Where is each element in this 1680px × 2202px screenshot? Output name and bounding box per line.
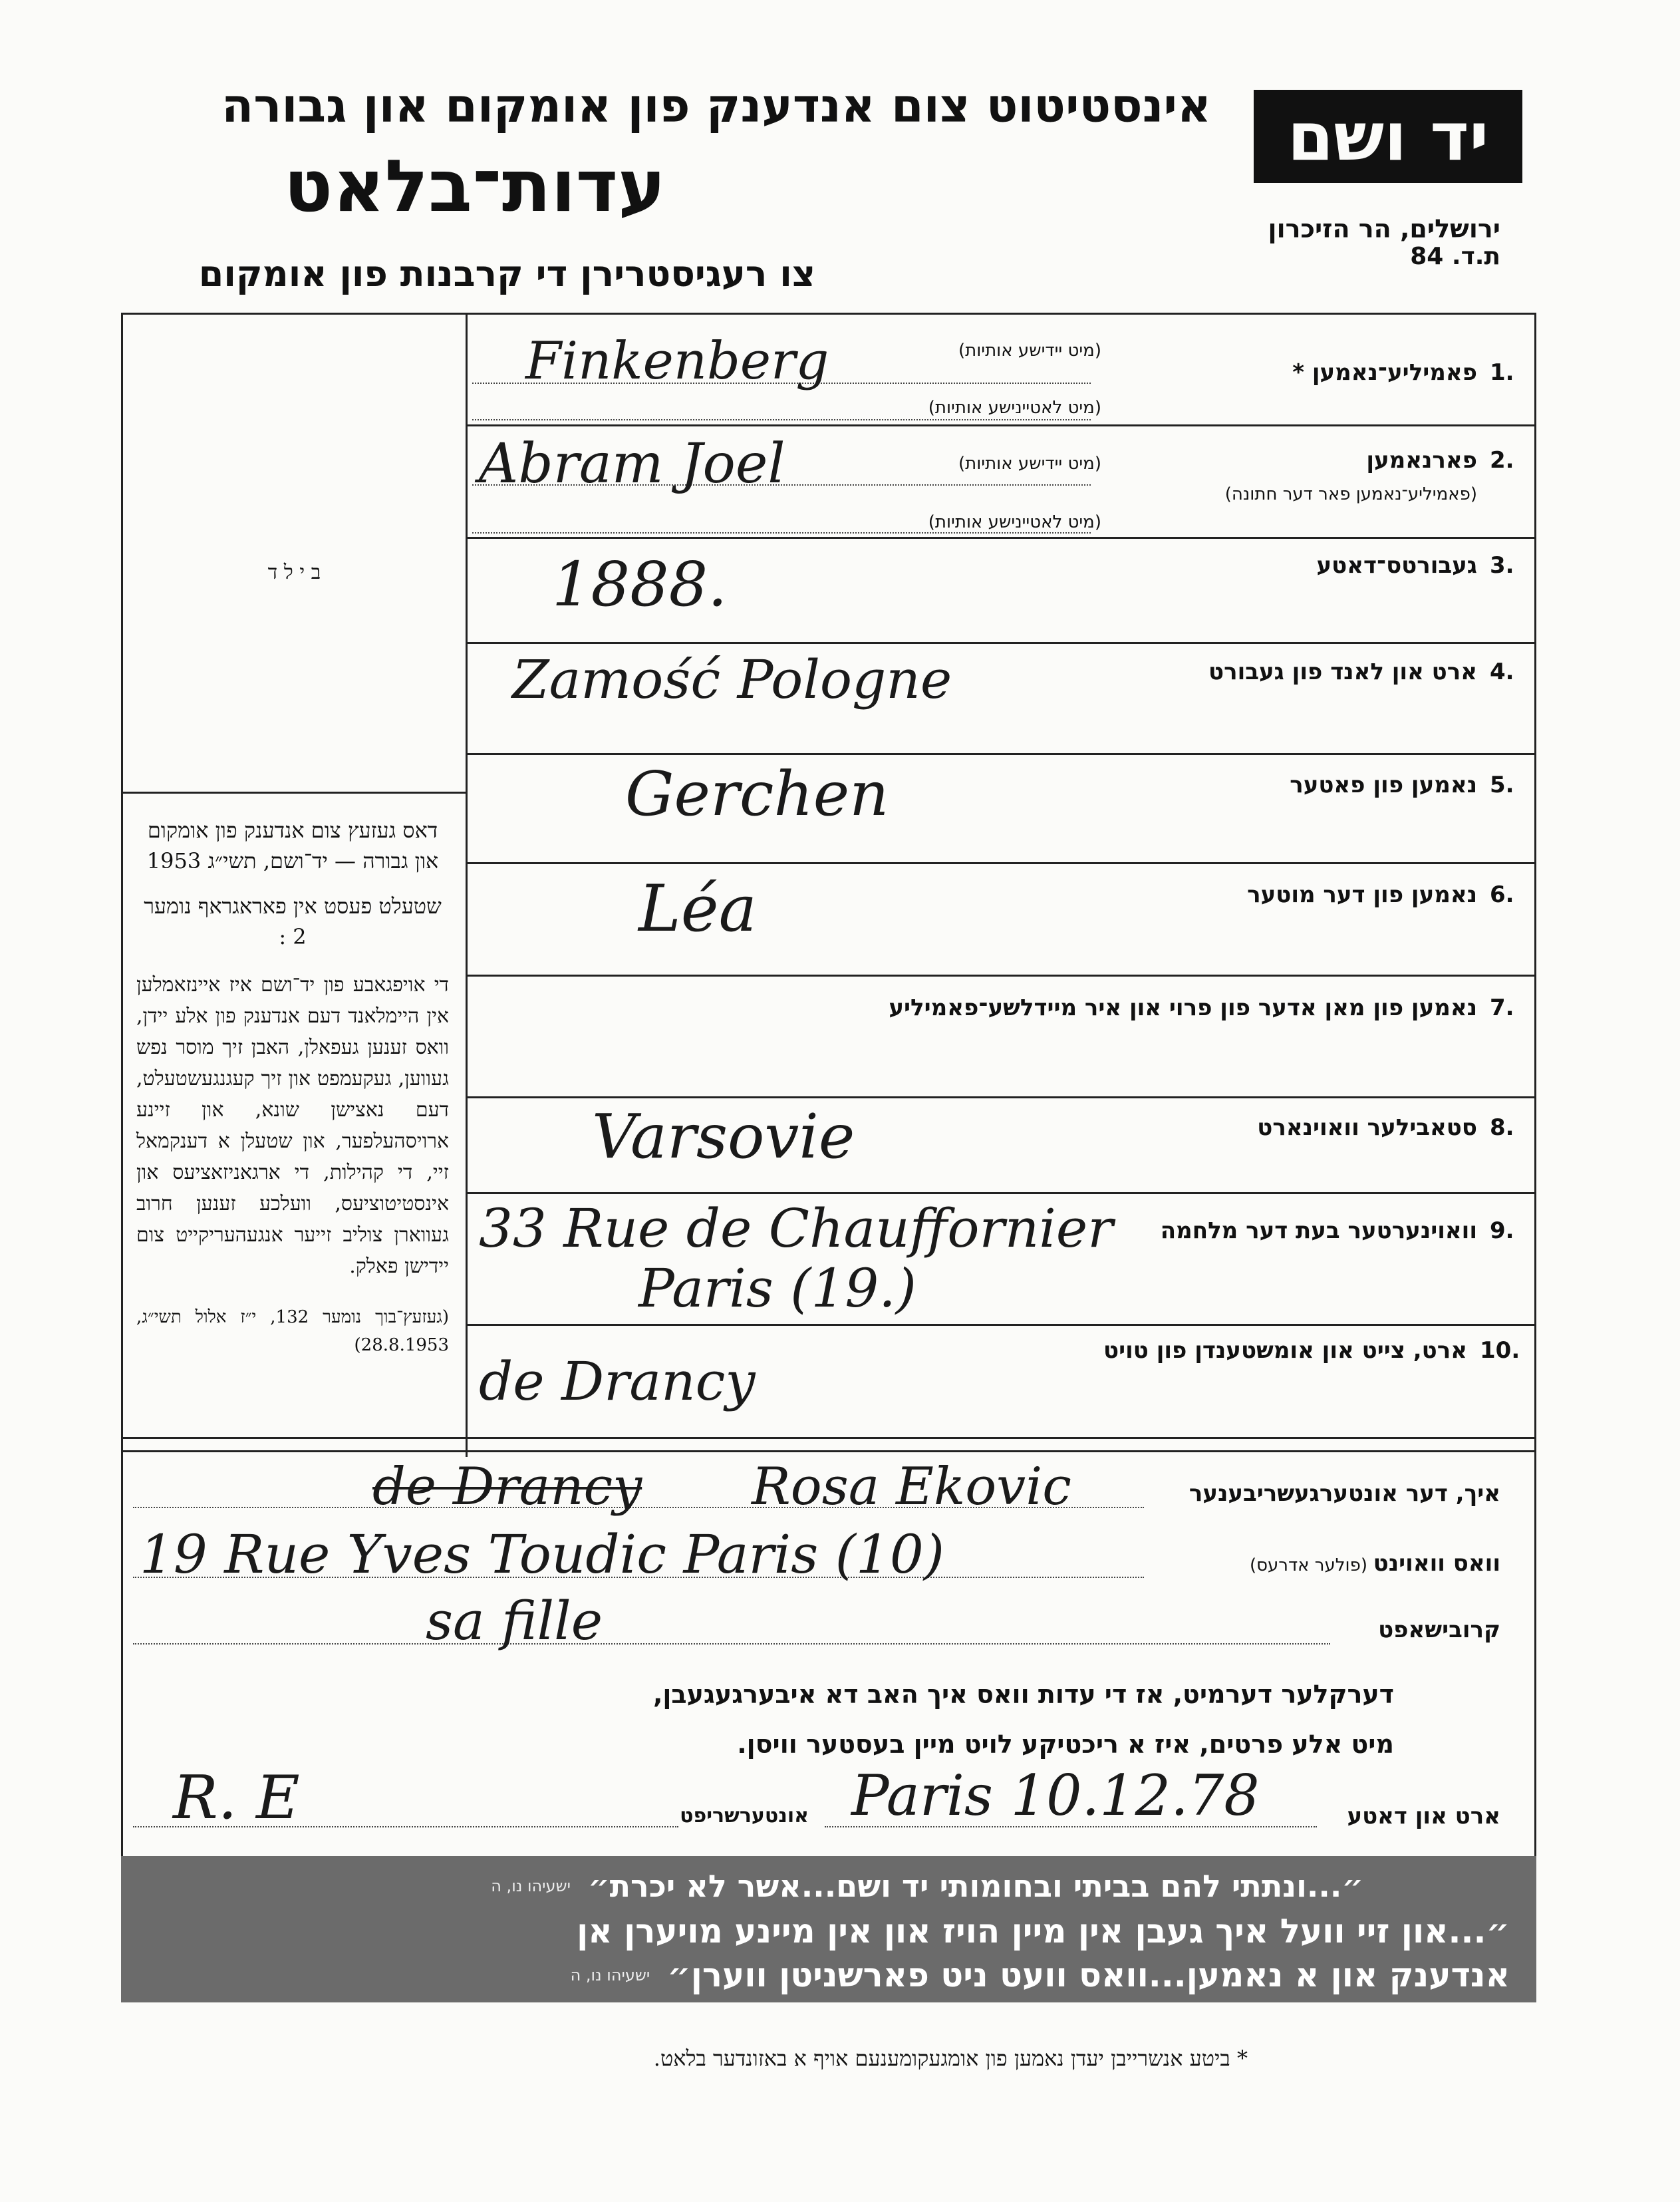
declaration-line2: מיט אלע פרטים, איז א ריכטיקע לויט מיין בעסטער וויסן. [737, 1730, 1394, 1759]
declaration-line1: דערקלער דערמיט, אז די עדות וואס איך האב דא איבערגעגעבן, [652, 1680, 1394, 1709]
field-4-value[interactable]: Zamość Pologne [512, 649, 952, 710]
field-8-label: סטאבילער וואוינארט [1257, 1114, 1477, 1141]
submitter-name-value[interactable]: Rosa Ekovic [752, 1457, 1071, 1517]
banner-line1-ref: ישעיהו נו, ה [491, 1877, 571, 1895]
field-6-value[interactable]: Léa [638, 871, 757, 946]
field-6-label: נאמען פון דער מוטער [1247, 881, 1477, 908]
date-label: ארט און דאטע [1347, 1803, 1500, 1829]
field-2-number: 2. [1490, 447, 1514, 474]
photo-box [123, 315, 466, 792]
law-paragraph-ref: שטעלט פעסט אין פאראגראף נומער 2 : [144, 893, 442, 949]
field-4-label: ארט און לאנד פון געבורט [1208, 659, 1477, 685]
field-9-value-line1[interactable]: 33 Rue de Chauffornier [479, 1197, 1113, 1259]
relation-label: קרובישאפט [1378, 1617, 1500, 1643]
field-5-label: נאמען פון פאטער [1290, 772, 1477, 798]
field-6-number: 6. [1490, 881, 1514, 908]
field-3-label: געבורטס־דאטע [1316, 552, 1477, 579]
submitter-name-label: איך, דער אונטערגעשריבענער [1189, 1480, 1500, 1507]
field-8-number: 8. [1490, 1114, 1514, 1141]
address-value[interactable]: 19 Rue Yves Toudic Paris (10) [140, 1523, 944, 1585]
yad-vashem-logo [1254, 90, 1522, 183]
field-2-note: (פאמיליע־נאמען פאר דער חתונה) [1224, 484, 1477, 504]
field-2-hint-yiddish: (מיט יידישע אותיות) [958, 454, 1101, 474]
address-line1: ירושלים, הר הזיכרון [1268, 214, 1500, 243]
law-title: דאס געזעץ צום אנדענק פון אומקום און גבורה — יד־ושם, תשי״ג 1953 [146, 818, 439, 873]
law-text [136, 815, 449, 1359]
field-3-number: 3. [1490, 552, 1514, 579]
relation-value[interactable]: sa fille [426, 1590, 603, 1652]
field-4-number: 4. [1490, 659, 1514, 685]
address-hint: (פולער אדרעס) [1250, 1555, 1367, 1575]
submitter-name-struck[interactable]: de Drancy [372, 1457, 642, 1517]
form-title: עדות־בלאט [283, 145, 666, 228]
field-7-number: 7. [1490, 995, 1514, 1021]
field-9-value-line2[interactable]: Paris (19.) [638, 1257, 916, 1319]
address-label: וואס וואוינט [1373, 1550, 1500, 1577]
signature-label: אונטערשריפט [680, 1804, 809, 1827]
quote-banner [121, 1856, 1536, 2002]
field-2-hint-latin: (מיט לאטיינישע אותיות) [928, 512, 1101, 532]
law-citation: (געזעץ־בוך נומער 132, י״ז אלול תשי״ג, 28.8.1953) [136, 1307, 450, 1355]
banner-line1: ״...ונתתי להם בביתי ובחומותי יד ושם...אשר לא יכרת״ [587, 1868, 1363, 1904]
law-body: די אויפגאבע פון יד־ושם איז איינזאמלען אין היימלאנד דעם אנדענק פון אלע יידן, וואס זענען געפאלן, האבן זיך מוסר נפש געווען, געקעמפט און זיך קעגנגעשטעלט, דעם נאצישן שונא, און זיינע ארויסהעלפער, און שטעלן א דענקמאל זיי, די קהילות, די ארגאניזאציעס און אינסטיטוציעס, וועלכע זענען חרוב געווארן צוליב זייער אנגעהעריקייט צום יידישן פאלק. [136, 973, 449, 1278]
field-5-number: 5. [1490, 772, 1514, 798]
field-10-number: 10. [1480, 1337, 1520, 1364]
field-10-value[interactable]: de Drancy [479, 1350, 756, 1412]
field-1-hint-yiddish: (מיט יידישע אותיות) [958, 341, 1101, 361]
banner-line3-ref: ישעיהו נו, ה [570, 1966, 650, 1984]
footnote: * ביטע אנשרייבן יעדן נאמען פון אומגעקומענעם אויף א באזונדער בלאט. [653, 2046, 1248, 2071]
field-8-value[interactable]: Varsovie [592, 1101, 855, 1172]
field-9-number: 9. [1490, 1217, 1514, 1244]
banner-line2: ״...און זיי וועל איך געבן אין מיין הויז און אין מיינע מויערן אן [577, 1912, 1510, 1951]
field-7-label: נאמען פון מאן אדער פון פרוי און איר מיידלשע־פאמיליע [889, 995, 1477, 1021]
photo-label: ב י ל ד [267, 561, 321, 584]
form-subtitle: צו רעגיסטרירן די קרבנות פון אומקום [198, 253, 815, 295]
field-5-value[interactable]: Gerchen [625, 758, 889, 830]
date-value[interactable]: Paris 10.12.78 [851, 1763, 1260, 1828]
field-2-value[interactable]: Abram Joel [479, 432, 785, 496]
banner-line3: אנדענק און א נאמען...וואס וועט ניט פארשניטן ווערן״ [667, 1956, 1510, 1994]
field-2-label: פארנאמען [1366, 447, 1477, 474]
address-line2: ת.ד. 84 [1410, 243, 1500, 270]
field-1-hint-latin: (מיט לאטיינישע אותיות) [928, 398, 1101, 418]
signature-value[interactable]: R. E [173, 1763, 300, 1833]
field-3-value[interactable]: 1888. [552, 549, 728, 620]
field-1-value[interactable]: Finkenberg [525, 331, 829, 391]
logo-text: יד ושם [1287, 97, 1489, 176]
field-9-label: וואוינערטער בעת דער מלחמה [1160, 1217, 1477, 1244]
field-1-number: 1. [1490, 359, 1514, 386]
institute-title: אינסטיטוט צום אנדענק פון אומקום און גבורה [221, 79, 1211, 133]
field-1-label: פאמיליע־נאמען * [1292, 359, 1477, 386]
field-10-label: ארט, צייט און אומשטענדן פון טויט [1103, 1337, 1467, 1364]
